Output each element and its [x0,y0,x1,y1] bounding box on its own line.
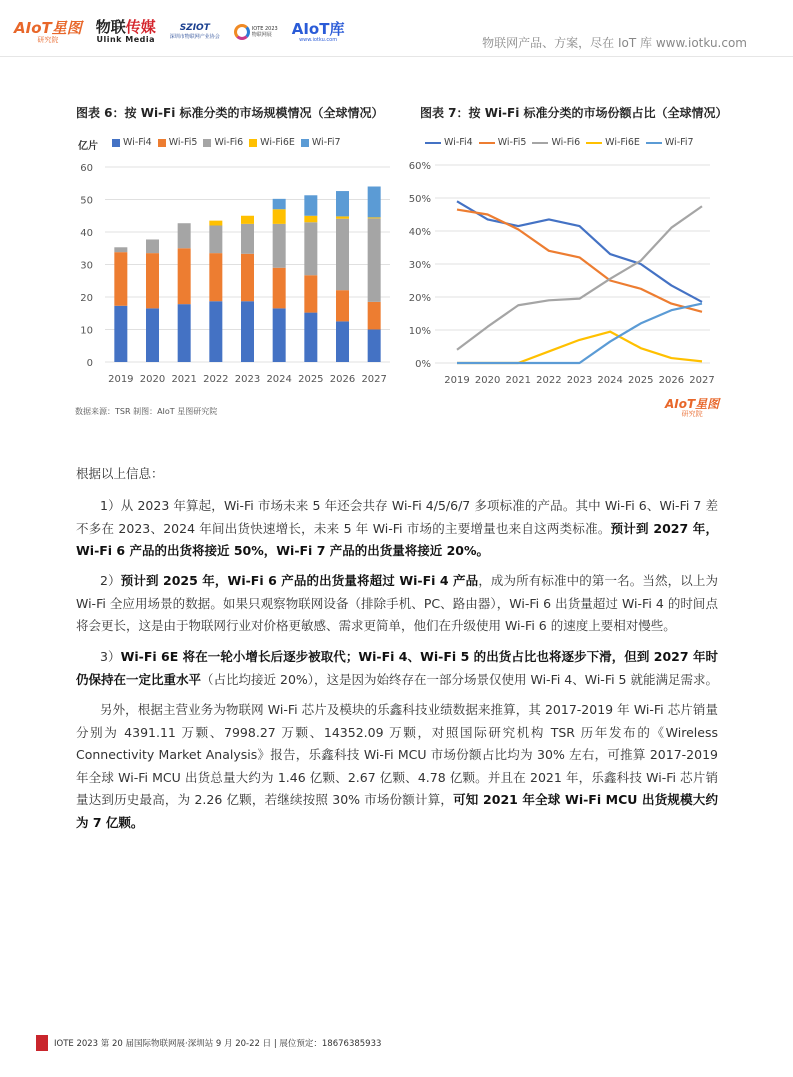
bar-wi-fi5-2027 [368,302,381,330]
bar-wi-fi4-2024 [273,308,286,362]
legend-label: Wi-Fi5 [497,137,527,148]
iote-logo: IOTE 2023 物联网展 [234,24,278,40]
bar-wi-fi6-2027 [368,218,381,302]
y-tick-label: 50 [80,195,93,207]
bar-wi-fi6e-2023 [241,216,254,224]
legend-item-wi-fi7 [301,137,341,148]
x-tick-label: 2025 [298,374,324,385]
footer-text: IOTE 2023 第 20 届国际物联网展·深圳站 9 月 20-22 日 | 展位预定：18676385933 [54,1039,382,1049]
aiot-logo: AIoT星图 研究院 [14,18,82,44]
y-tick-label: 30% [408,260,431,271]
legend-label: Wi-Fi4 [444,137,473,148]
bar-wi-fi6-2019 [114,247,127,252]
x-tick-label: 2020 [474,375,501,386]
x-tick-label: 2021 [171,374,197,385]
bar-wi-fi4-2021 [178,304,191,362]
x-tick-label: 2027 [689,375,715,386]
x-tick-label: 2023 [566,375,593,386]
legend-label: Wi-Fi6E [260,137,295,148]
legend-item-wi-fi6 [203,137,243,148]
bar-wi-fi4-2025 [304,313,317,362]
legend-label: Wi-Fi6 [551,137,581,148]
bar-wi-fi6-2022 [209,226,222,254]
data-source-note: 数据来源：TSR 制图：AIoT 星图研究院 [75,407,218,416]
bar-wi-fi4-2023 [241,301,254,362]
legend-item-wi-fi4 [112,137,152,148]
x-tick-label: 2019 [444,375,470,386]
legend-label: Wi-Fi6 [214,137,244,148]
x-tick-label: 2024 [597,375,623,386]
bar-wi-fi5-2019 [114,252,127,306]
legend-swatch [586,142,602,144]
page-header [0,0,793,58]
bar-wi-fi7-2024 [273,199,286,209]
bar-wi-fi4-2026 [336,321,349,362]
x-tick-label: 2026 [658,375,685,386]
bar-wi-fi6e-2027 [368,217,381,218]
paragraph-3: 3）Wi-Fi 6E 将在一轮小增长后逐步被取代；Wi-Fi 4、Wi-Fi 5 的出货占比也将逐步下滑，但到 2027 年时仍保持在一定比重水平（占比均接近 20%），这是因为始终存在一部分场景仅使用 Wi-Fi 4、Wi-Fi 5 就能满足需求。 [76,649,719,687]
bar-wi-fi7-2026 [336,191,349,216]
y-tick-label: 0% [415,359,431,370]
bar-wi-fi5-2020 [146,253,159,308]
bar-wi-fi6-2021 [178,223,191,248]
bar-wi-fi6-2026 [336,219,349,290]
fig6-title: 图表 6：按 Wi-Fi 标准分类的市场规模情况（全球情况） [76,106,384,120]
legend-item-wi-fi7 [646,137,694,148]
bar-wi-fi7-2025 [304,195,317,215]
paragraph-4: 另外，根据主营业务为物联网 Wi-Fi 芯片及模块的乐鑫科技业绩数据来推算，其 2017-2019 年 Wi-Fi 芯片销量分别为 4391.11 万颗、7998.27 万颗、14352.09 万颗，对照国际研究机构 TSR 历年发布的《Wireless Connectivity Market Analysis》报告，乐鑫科技 Wi-Fi MCU 市场份额占比均为 30% 左右，可推算 2017-2019 年全球 Wi-Fi MCU 出货总量大约为 1.46 亿颗、2.67 亿颗、4.78 亿颗。并且在 2021 年，乐鑫科技 Wi-Fi 芯片销量达到历史最高，为 2.26 亿颗，若继续按照 30% 市场份额计算，可知 2021 年全球 Wi-Fi MCU 出货规模大约为 7 亿颗。 [76,702,718,830]
y-tick-label: 30 [80,260,93,272]
y-tick-label: 40 [80,228,93,239]
bar-wi-fi4-2019 [114,306,127,362]
sziot-logo: SZIOT 深圳市物联网产业协会 [169,23,220,40]
legend-swatch [532,142,548,144]
legend-item-wi-fi6 [532,137,580,148]
x-tick-label: 2022 [536,375,562,386]
legend-swatch [249,139,257,147]
bar-wi-fi5-2023 [241,254,254,301]
x-tick-label: 2027 [361,374,387,385]
fig7-title: 图表 7：按 Wi-Fi 标准分类的市场份额占比（全球情况） [420,106,728,120]
x-tick-label: 2024 [266,374,292,385]
fig7-line-chart [400,152,720,392]
x-tick-label: 2021 [505,375,531,386]
page-footer [36,1035,381,1051]
aiot-watermark-logo: AIoT星图 研究院 [665,397,720,418]
bar-wi-fi5-2025 [304,275,317,312]
y-tick-label: 0 [86,358,93,369]
legend-swatch [301,139,309,147]
legend-swatch [425,142,441,144]
iote-circle-icon [234,24,250,40]
aiotku-logo: AIoT库 www.iotku.com [291,19,345,43]
legend-label: Wi-Fi7 [311,137,341,148]
x-tick-label: 2025 [628,375,654,386]
y-tick-label: 10% [408,326,431,337]
bar-wi-fi7-2027 [368,187,381,218]
legend-label: Wi-Fi5 [168,137,198,148]
bar-wi-fi6e-2025 [304,216,317,223]
x-tick-label: 2023 [234,374,261,385]
fig6-legend [112,137,347,148]
bar-wi-fi6-2024 [273,224,286,268]
bar-wi-fi5-2022 [209,253,222,301]
legend-swatch [646,142,662,144]
footer-accent-bar [36,1035,48,1051]
bar-wi-fi6e-2022 [209,221,222,226]
legend-swatch [158,139,166,147]
legend-label: Wi-Fi6E [605,137,640,148]
x-tick-label: 2020 [139,374,166,385]
line-wi-fi6e [457,332,702,363]
legend-item-wi-fi5 [479,137,527,148]
y-tick-label: 50% [408,194,431,205]
fig6-bar-chart [70,152,400,392]
line-wi-fi7 [457,304,702,363]
bar-wi-fi5-2024 [273,268,286,309]
y-tick-label: 20% [408,293,431,304]
legend-label: Wi-Fi7 [664,137,694,148]
bar-wi-fi4-2020 [146,308,159,362]
paragraph-2: 2）预计到 2025 年，Wi-Fi 6 产品的出货量将超过 Wi-Fi 4 产品，成为所有标准中的第一名。当然，以上为 Wi-Fi 全应用场景的数据。如果只观察物联网设备（排除手机、PC、路由器），Wi-Fi 6 出货量超过 Wi-Fi 4 的时间点将会更长，这是由于物联网行业对价格更敏感、需求更简单，他们在升级使用 Wi-Fi 6 的速度上要相对慢些。 [76,573,718,633]
intro-paragraph: 根据以上信息： [76,466,164,481]
bar-wi-fi5-2026 [336,290,349,321]
fig6-unit-label: 亿片 [78,141,98,152]
legend-swatch [479,142,495,144]
y-tick-label: 60 [80,163,93,174]
legend-label: Wi-Fi4 [123,137,152,148]
bar-wi-fi6-2025 [304,222,317,275]
y-tick-label: 20 [80,293,93,304]
x-tick-label: 2026 [329,374,356,385]
y-tick-label: 60% [408,161,431,172]
paragraph-1: 1）从 2023 年算起，Wi-Fi 市场未来 5 年还会共存 Wi-Fi 4/5/6/7 多项标准的产品。其中 Wi-Fi 6、Wi-Fi 7 差不多在 2023、2024 年间出货快速增长，未来 5 年 Wi-Fi 市场的主要增量也来自这两类标准。预计到 2027 年，Wi-Fi 6 产品的出货将接近 50%，Wi-Fi 7 产品的出货量将接近 20%。 [76,498,718,558]
header-divider [0,56,793,57]
legend-item-wi-fi6e [586,137,640,148]
legend-item-wi-fi4 [425,137,473,148]
line-wi-fi6 [457,206,702,350]
ulink-media-logo: 物联传媒 Ulink Media [95,18,156,44]
legend-item-wi-fi5 [158,137,198,148]
legend-item-wi-fi6e [249,137,295,148]
y-tick-label: 10 [80,325,93,337]
header-tagline: 物联网产品、方案，尽在 IoT 库 www.iotku.com [482,36,747,50]
bar-wi-fi6e-2024 [273,209,286,224]
legend-swatch [112,139,120,147]
x-tick-label: 2022 [203,374,229,385]
bar-wi-fi4-2022 [209,301,222,362]
bar-wi-fi6e-2026 [336,216,349,218]
legend-swatch [203,139,211,147]
bar-wi-fi6-2020 [146,239,159,253]
bar-wi-fi6-2023 [241,224,254,254]
fig7-legend [425,137,700,148]
x-tick-label: 2019 [108,374,134,385]
logo-row [14,20,344,44]
bar-wi-fi5-2021 [178,248,191,304]
bar-wi-fi4-2027 [368,330,381,363]
y-tick-label: 40% [408,227,431,238]
